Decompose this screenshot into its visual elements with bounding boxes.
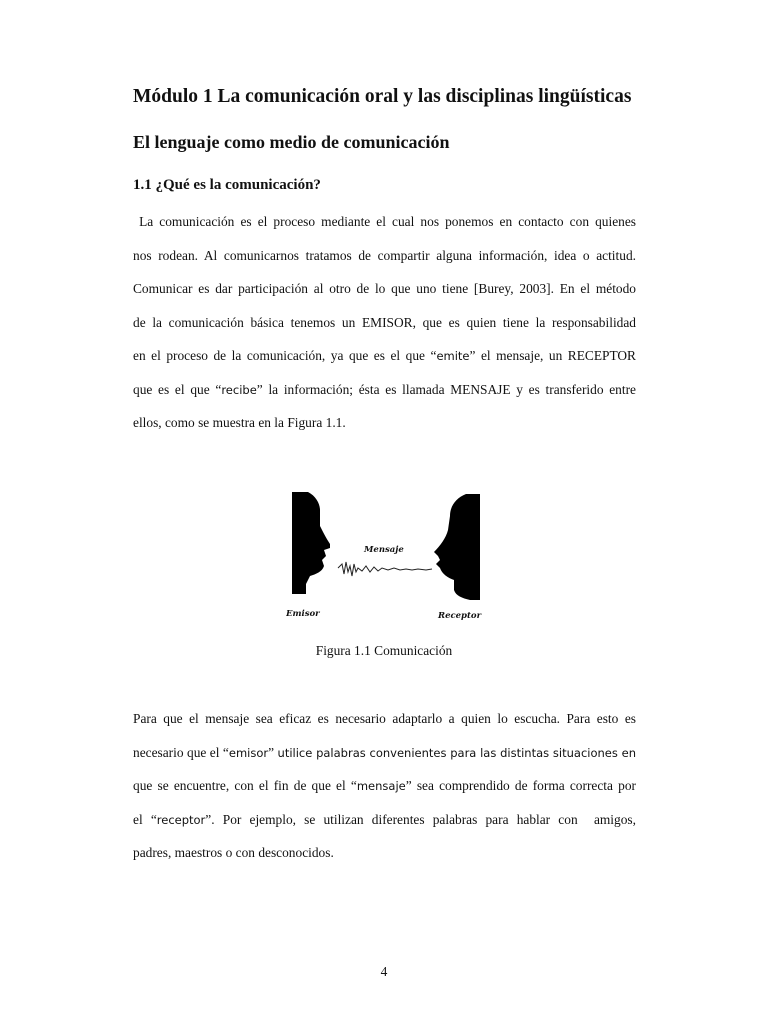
figure-label-receiver: Receptor	[438, 611, 482, 621]
paragraph-line	[133, 346, 636, 380]
paragraph-communication-definition	[133, 212, 636, 447]
figure-label-sender: Emisor	[286, 609, 320, 619]
paragraph-line: Para que el mensaje sea eficaz es necesario adaptarlo a quien lo escucha. Para esto es	[133, 711, 636, 726]
figure-label-message: Mensaje	[364, 545, 404, 555]
text-run: utilice palabras convenientes para las distintas situaciones en	[277, 745, 636, 760]
paragraph-line	[133, 743, 636, 777]
paragraph-line: de la comunicación básica tenemos un EMISOR, que es quien tiene la responsabilidad	[133, 314, 636, 330]
text-run: que es el que “	[133, 381, 222, 397]
text-run-recibe: recibe	[221, 382, 257, 397]
text-run-emite: emite	[436, 349, 470, 363]
text-run: ”. Por ejemplo, se utilizan diferentes palabras para hablar con amigos,	[205, 811, 636, 827]
paragraph-line	[133, 776, 636, 810]
text-run: necesario que el “	[133, 744, 229, 760]
figure-caption: Figura 1.1 Comunicación	[315, 643, 453, 658]
paragraph-line: Comunicar es dar participación al otro de lo que uno tiene [Burey, 2003]. En el método	[133, 281, 636, 296]
receiver-silhouette	[434, 494, 480, 600]
module-title: Módulo 1 La comunicación oral y las disciplinas lingüísticas	[133, 86, 632, 107]
text-run: el “	[133, 811, 157, 827]
text-run: ” el mensaje, un RECEPTOR	[469, 348, 636, 363]
text-run-emisor: emisor	[228, 745, 269, 760]
paragraph-message-effectiveness	[133, 709, 636, 877]
text-run: ”	[268, 744, 278, 760]
paragraph-line	[133, 810, 636, 844]
text-run-mensaje: mensaje	[356, 779, 406, 793]
paragraph-line: nos rodean. Al comunicarnos tratamos de compartir alguna información, idea o actitud.	[133, 247, 636, 263]
sender-silhouette	[292, 492, 330, 594]
message-waveform	[338, 562, 432, 576]
communication-figure	[286, 486, 482, 622]
section-title: El lenguaje como medio de comunicación	[133, 132, 450, 152]
text-run-receptor: receptor	[156, 812, 206, 827]
text-run: que se encuentre, con el fin de que el “	[133, 778, 357, 793]
page-number: 4	[380, 964, 388, 979]
text-run: ” sea comprendido de forma correcta por	[405, 778, 636, 793]
paragraph-line: ellos, como se muestra en la Figura 1.1.	[133, 415, 346, 430]
paragraph-line: padres, maestros o con desconocidos.	[133, 845, 334, 860]
communication-illustration	[286, 486, 482, 622]
paragraph-line: La comunicación es el proceso mediante el cual nos ponemos en contacto con quienes	[133, 214, 636, 229]
subsection-title: 1.1 ¿Qué es la comunicación?	[133, 177, 321, 193]
paragraph-line	[133, 380, 636, 414]
text-run: en el proceso de la comunicación, ya que es el que “	[133, 348, 437, 363]
text-run: ” la información; ésta es llamada MENSAJE y es transferido entre	[256, 381, 636, 397]
